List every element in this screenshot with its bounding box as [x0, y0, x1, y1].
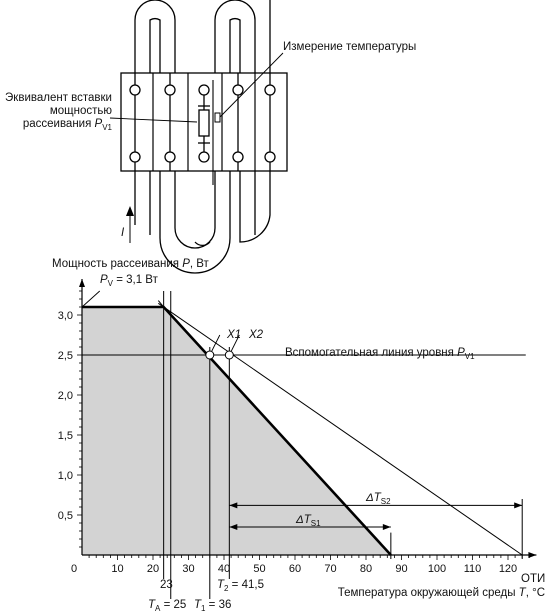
aux-line-label: Вспомогательная линия уровня $P_{V1}$ [285, 347, 475, 361]
current-arrow [126, 206, 134, 243]
x-tick-label-10: 100 [427, 563, 447, 575]
heater-arrangement-diagram [5, 0, 416, 273]
x-tick-label-3: 30 [182, 563, 195, 575]
x-tick-label-2: 20 [146, 563, 160, 575]
ta-label: $T_A = 25$ [148, 599, 187, 613]
x-tick-label-7: 70 [324, 563, 337, 575]
x-tick-label-6: 60 [288, 563, 302, 575]
y-tick-label-0: 0,5 [57, 510, 73, 522]
y-tick-label-4: 2,5 [57, 350, 73, 362]
x-tick-label-4: 40 [217, 563, 231, 575]
dts2-label: $\Delta T_{S2}$ [366, 492, 391, 506]
leader-pv [82, 291, 100, 307]
x-tick-label-1: 10 [111, 563, 124, 575]
t23-label: 23 [160, 579, 173, 591]
permitted-area-fill [82, 307, 391, 555]
x-tick-label-8: 80 [359, 563, 373, 575]
y-axis-arrow [79, 279, 85, 287]
t2-label: $T_2 = 41,5$ [217, 579, 264, 593]
y-tick-label-3: 2,0 [57, 390, 73, 402]
x-tick-label-9: 90 [395, 563, 408, 575]
y-tick-label-5: 3,0 [57, 310, 73, 322]
leader-x1 [212, 335, 220, 351]
t1-label: $T_1 = 36$ [194, 599, 232, 613]
y-axis-title: Мощность рассеивания P, Вт [52, 258, 209, 270]
dts1-label: $\Delta T_{S1}$ [296, 514, 321, 528]
pv-label: $P_V = 3,1$ Вт [100, 274, 158, 288]
point-label-x2: X2 [249, 329, 264, 341]
current-label: I [121, 227, 125, 239]
point-label-x1: X1 [227, 329, 242, 341]
dts1-arrow-head-right [383, 524, 391, 530]
point-x2 [225, 351, 233, 359]
y-tick-label-1: 1,0 [57, 470, 73, 482]
point-x1 [206, 351, 214, 359]
dissipation-chart [52, 258, 545, 613]
thermocouple [215, 113, 220, 122]
x-tick-label-12: 120 [498, 563, 518, 575]
dts2-arrow-head-right [514, 502, 522, 508]
insert-label-line2: мощностью [49, 105, 112, 117]
x-axis-title: Температура окружающей среды T, °C [337, 587, 545, 599]
x-tick-label-5: 50 [253, 563, 266, 575]
temperature-measurement-label: Измерение температуры [283, 41, 417, 53]
y-tick-label-2: 1,5 [57, 430, 73, 442]
x-tick-label-0: 0 [70, 563, 78, 575]
insert-label-line1: Эквивалент вставки [5, 92, 112, 104]
insert-label-line3: рассеивания $P_{V1}$ [22, 118, 112, 132]
x-axis-end-label: ОТИ [521, 573, 546, 585]
x-tick-label-11: 110 [463, 563, 482, 575]
